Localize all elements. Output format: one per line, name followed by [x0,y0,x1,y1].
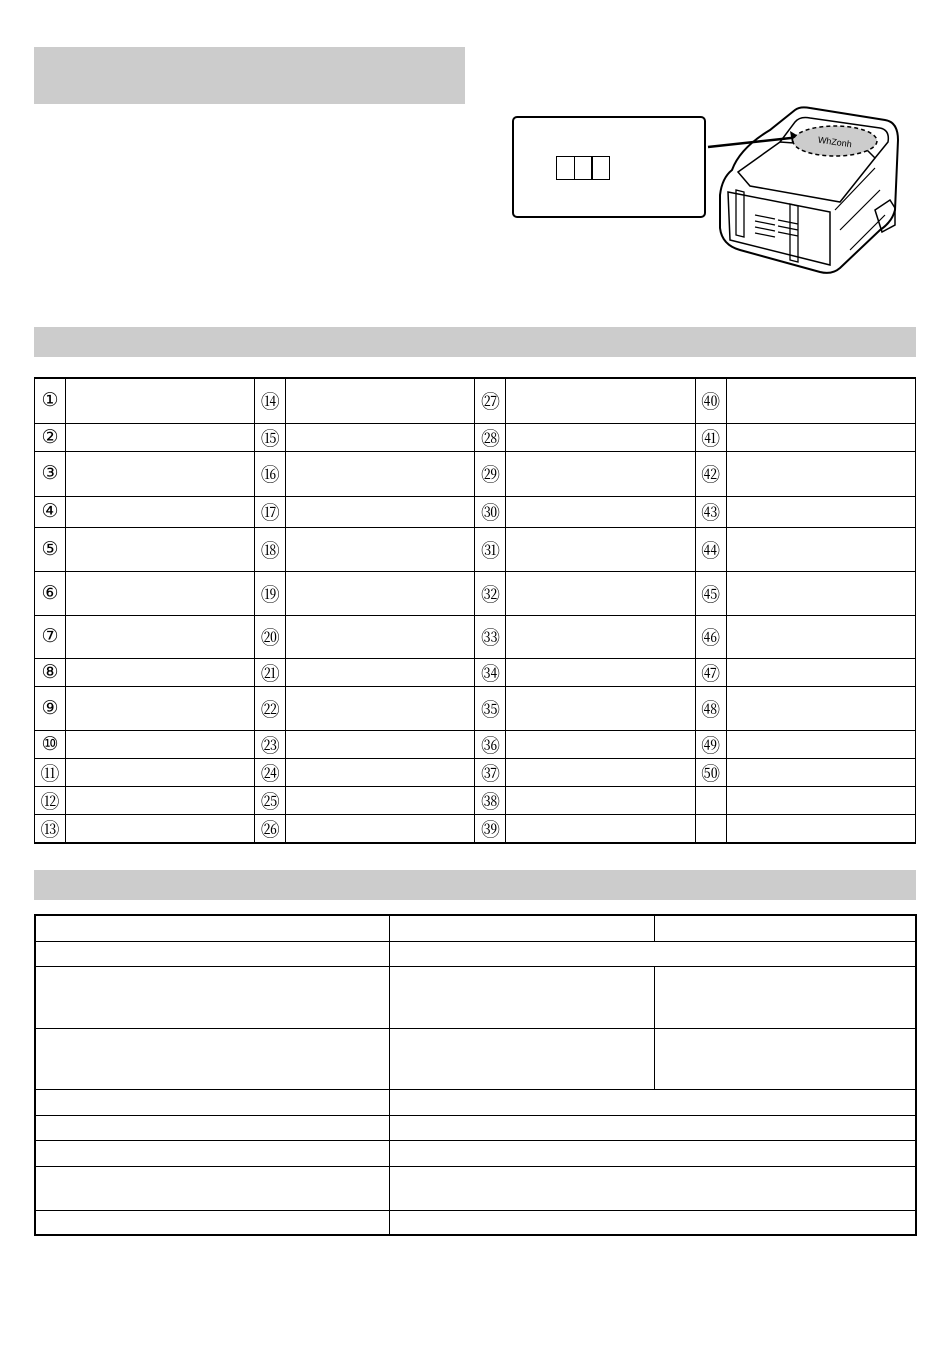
table-row [35,1166,916,1210]
spec-label-cell [35,915,390,941]
part-number: ㉝ [475,615,506,658]
table-row [35,1115,916,1140]
part-number: ㊱ [475,730,506,758]
part-number: ⑲ [255,571,286,615]
table-row [35,1089,916,1115]
spec-value-cell [390,966,655,1028]
part-description [286,496,475,527]
part-description [65,527,254,571]
part-number: ⑰ [255,496,286,527]
spec-value-cell [390,1210,917,1235]
part-number: ⑥ [35,571,66,615]
part-description [726,496,915,527]
battery-label-text: WhZonh [817,134,853,150]
part-description [65,786,254,814]
part-description [286,423,475,451]
spec-label-cell [35,1089,390,1115]
part-number: ① [35,378,66,423]
part-number: ㉖ [255,814,286,843]
part-number: ㉗ [475,378,506,423]
part-number: ⑨ [35,686,66,730]
part-number: ⑩ [35,730,66,758]
part-number: ⑮ [255,423,286,451]
part-number: ④ [35,496,66,527]
part-number: ㊵ [695,378,726,423]
table-row [35,686,916,730]
spec-value-cell [655,966,917,1028]
part-number: ㊼ [695,658,726,686]
part-number: ⑭ [255,378,286,423]
part-number: ⑱ [255,527,286,571]
part-description [65,814,254,843]
table-row [35,966,916,1028]
part-number [695,786,726,814]
part-number: ㉟ [475,686,506,730]
part-number: ㊿ [695,758,726,786]
part-description [726,451,915,496]
part-description [286,571,475,615]
parts-section-bar [34,327,916,357]
part-description [506,571,695,615]
part-number: ㉑ [255,658,286,686]
part-number: ㉘ [475,423,506,451]
table-row [35,1210,916,1235]
part-description [286,814,475,843]
part-number: ㉕ [255,786,286,814]
part-description [506,814,695,843]
part-description [286,527,475,571]
part-number: ㊹ [695,527,726,571]
part-number: ㊳ [475,786,506,814]
table-row [35,451,916,496]
spec-value-cell [390,1028,655,1089]
capacity-label-callout [512,116,706,218]
part-description [286,730,475,758]
part-number: ㉔ [255,758,286,786]
part-number: ㉛ [475,527,506,571]
spec-value-cell [390,915,655,941]
part-description [506,758,695,786]
part-description [506,786,695,814]
part-description [506,686,695,730]
table-row [35,941,916,966]
spec-label-cell [35,1140,390,1166]
table-row [35,496,916,527]
table-row [35,571,916,615]
part-description [506,730,695,758]
part-number: ⑪ [35,758,66,786]
part-number: ㉒ [255,686,286,730]
part-number: ⑬ [35,814,66,843]
spec-value-cell [390,1115,917,1140]
part-description [726,814,915,843]
part-number: ㊲ [475,758,506,786]
part-number: ⑳ [255,615,286,658]
spec-label-cell [35,1115,390,1140]
spec-value-cell [655,1028,917,1089]
part-description [65,615,254,658]
part-description [726,758,915,786]
part-description [286,615,475,658]
table-row [35,730,916,758]
part-number: ㊶ [695,423,726,451]
spec-value-cell [390,1166,917,1210]
table-row [35,1028,916,1089]
header-bar [34,47,465,104]
part-description [286,686,475,730]
part-description [506,423,695,451]
part-description [506,615,695,658]
spec-label-cell [35,966,390,1028]
part-number: ⑧ [35,658,66,686]
table-row [35,915,916,941]
part-number: ⑦ [35,615,66,658]
spec-value-cell [655,915,917,941]
table-row [35,423,916,451]
part-number: ㉓ [255,730,286,758]
part-description [65,658,254,686]
part-description [65,758,254,786]
part-number: ㊾ [695,730,726,758]
part-description [65,423,254,451]
spec-value-cell [390,941,917,966]
spec-label-cell [35,1166,390,1210]
part-number [695,814,726,843]
part-description [286,451,475,496]
part-description [726,378,915,423]
spec-label-cell [35,941,390,966]
part-description [65,451,254,496]
part-description [286,786,475,814]
table-row [35,378,916,423]
part-description [506,496,695,527]
digit-box [556,156,575,180]
part-description [726,658,915,686]
digit-box [574,156,593,180]
part-description [726,686,915,730]
part-number: ② [35,423,66,451]
part-number: ㉜ [475,571,506,615]
table-row [35,786,916,814]
table-row [35,615,916,658]
part-number: ⑯ [255,451,286,496]
capacity-digit-boxes [556,156,610,180]
part-description [506,527,695,571]
part-description [726,730,915,758]
part-description [726,786,915,814]
part-number: ㊷ [695,451,726,496]
part-number: ㊻ [695,615,726,658]
part-number: ③ [35,451,66,496]
part-description [726,423,915,451]
part-number: ㊽ [695,686,726,730]
part-description [65,686,254,730]
part-number: ⑫ [35,786,66,814]
table-row [35,814,916,843]
part-description [286,378,475,423]
table-row [35,1140,916,1166]
part-description [726,615,915,658]
part-number: ㉞ [475,658,506,686]
parts-list-table [34,377,916,844]
part-description [726,571,915,615]
battery-illustration [700,100,910,280]
part-description [506,451,695,496]
part-description [65,730,254,758]
table-row [35,658,916,686]
part-description [726,527,915,571]
spec-label-cell [35,1028,390,1089]
part-description [506,658,695,686]
specs-section-bar [34,870,916,900]
part-description [286,758,475,786]
part-number: ㊴ [475,814,506,843]
spec-value-cell [390,1140,917,1166]
part-number: ㊺ [695,571,726,615]
part-number: ㊸ [695,496,726,527]
part-description [506,378,695,423]
part-description [65,378,254,423]
part-description [65,496,254,527]
digit-box [591,156,610,180]
spec-value-cell [390,1089,917,1115]
part-description [65,571,254,615]
part-description [286,658,475,686]
specifications-table [34,914,917,1236]
table-row [35,758,916,786]
spec-label-cell [35,1210,390,1235]
part-number: ㉙ [475,451,506,496]
table-row [35,527,916,571]
part-number: ㉚ [475,496,506,527]
part-number: ⑤ [35,527,66,571]
